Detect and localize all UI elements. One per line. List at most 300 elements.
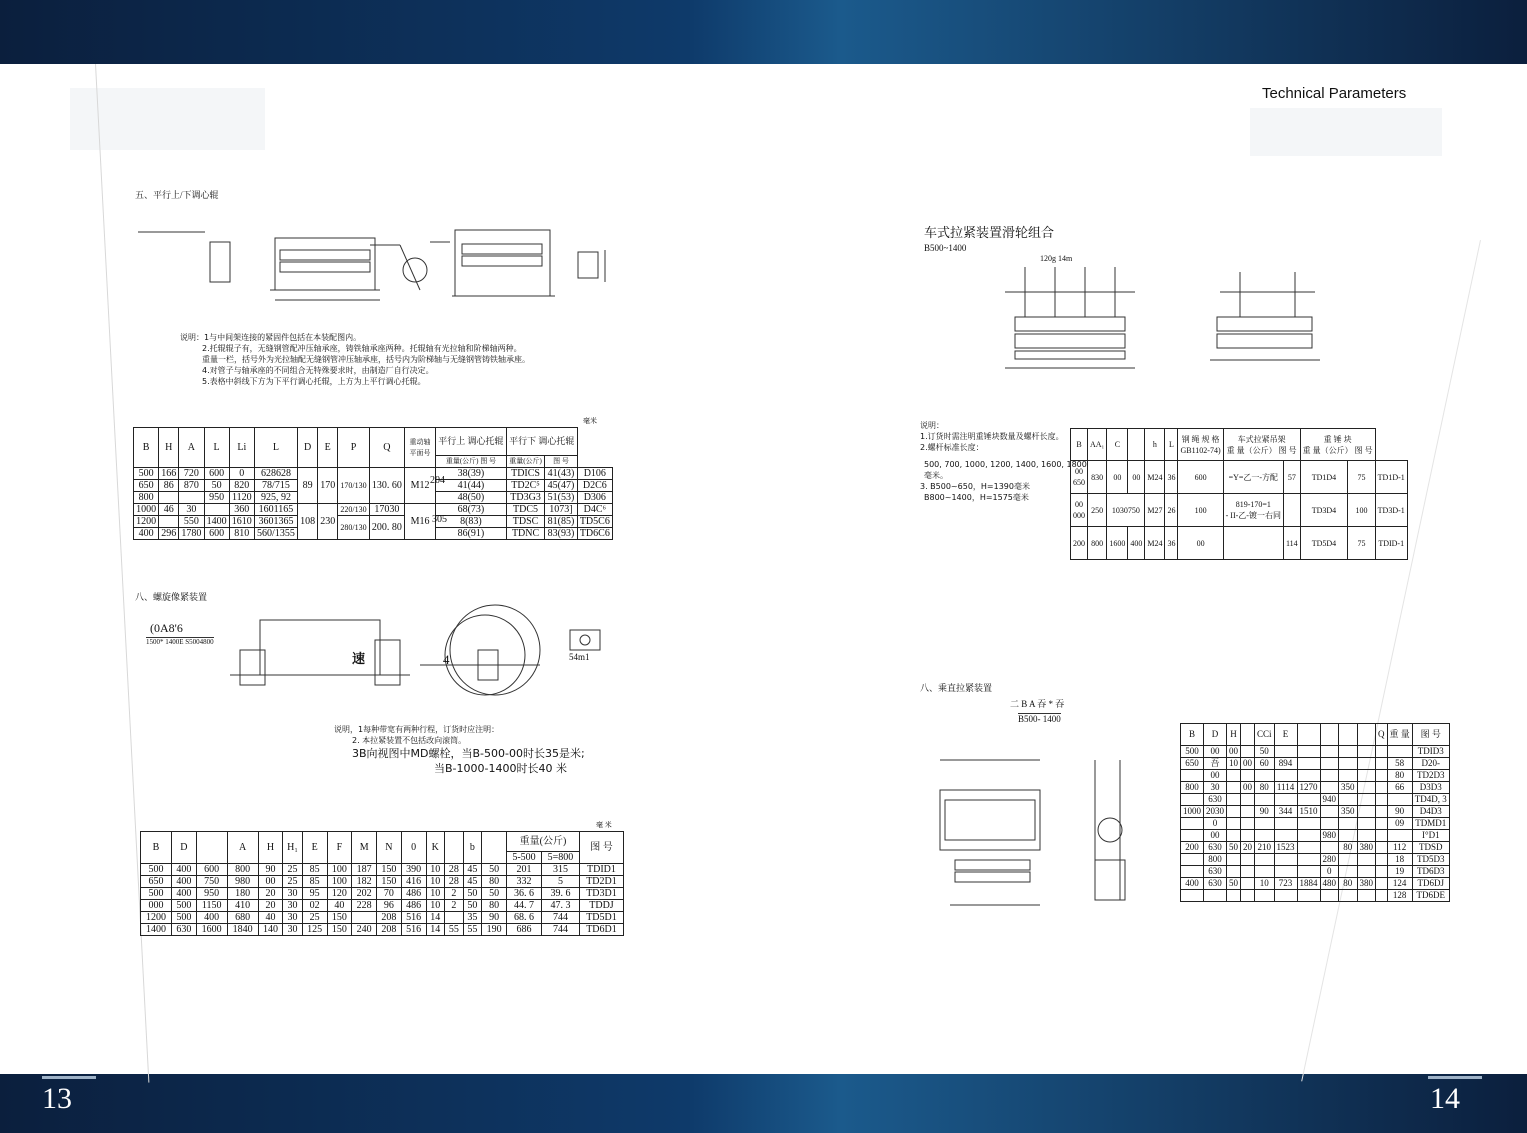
right-table1: [1070, 428, 1408, 560]
cell: 96: [377, 900, 402, 912]
table-row: [1181, 890, 1450, 902]
th: B: [141, 832, 172, 864]
cell: [1320, 890, 1339, 902]
note-line: 2.托辊辊子有，无缝钢管配冲压轴承座，铸铁轴承座两种。托辊轴有光拉轴和阶梯轴两种。: [202, 344, 522, 353]
cell: [1255, 818, 1275, 830]
cell: [1297, 758, 1320, 770]
cell: 20: [258, 888, 283, 900]
cell: 10: [426, 876, 445, 888]
th-text: C: [1257, 729, 1264, 739]
th: [1320, 724, 1339, 746]
cell: [1339, 758, 1358, 770]
cell: TD6DJ: [1412, 878, 1449, 890]
cell: 208: [377, 912, 402, 924]
cell: 680: [227, 912, 258, 924]
th: [436, 428, 507, 456]
cell: TD5D4: [1300, 527, 1348, 560]
cell: 90: [1387, 806, 1412, 818]
cell: 00: [1178, 527, 1223, 560]
th-text: GB1102-74): [1180, 445, 1221, 455]
cell: 30: [283, 900, 302, 912]
cell-text: 650: [1073, 478, 1085, 487]
cell: [1357, 758, 1376, 770]
cell: 0: [229, 468, 254, 480]
drawing-mark: 速: [352, 651, 366, 666]
cell: [1181, 794, 1204, 806]
cell: 10: [426, 864, 445, 876]
cell: [1376, 866, 1388, 878]
cell: 68(73): [436, 504, 507, 516]
cell: 80: [1339, 878, 1358, 890]
cell: 100: [1348, 494, 1375, 527]
cell: 870: [179, 480, 204, 492]
cell: TD6C6: [577, 528, 612, 540]
note-line: 毫米。: [924, 471, 948, 480]
cell: [338, 504, 369, 516]
left-table1: [133, 427, 613, 540]
cell: 00: [1241, 758, 1255, 770]
cell: 1200: [134, 516, 159, 528]
cell: 1840: [227, 924, 258, 936]
cell: [1339, 770, 1358, 782]
cell: 150: [377, 864, 402, 876]
cell: [1227, 770, 1241, 782]
cell: [1297, 830, 1320, 842]
right-section2-title: 八、乘直拉紧装置: [920, 683, 993, 693]
table-row: [1181, 854, 1450, 866]
note-line: 当B-1000-1400时长40 米: [434, 762, 567, 775]
cell: 486: [401, 888, 426, 900]
cell: [1241, 770, 1255, 782]
cell: [1357, 890, 1376, 902]
cell: 1000: [1181, 806, 1204, 818]
cell: 2030: [1204, 806, 1227, 818]
cell: 500: [171, 912, 196, 924]
cell: 128: [1387, 890, 1412, 902]
th: [1128, 429, 1145, 461]
cell: 200: [1181, 842, 1204, 854]
cell: 45: [463, 864, 482, 876]
cell: 0: [1320, 866, 1339, 878]
cell: 70: [377, 888, 402, 900]
th: [482, 832, 507, 864]
cell: [1376, 782, 1388, 794]
cell: [1181, 830, 1204, 842]
left-section2-notes: [334, 724, 585, 776]
section-header-title: Technical Parameters: [1262, 85, 1407, 102]
cell: D106: [577, 468, 612, 480]
cell: 360: [229, 504, 254, 516]
cell: 58: [1387, 758, 1412, 770]
cell: [1376, 842, 1388, 854]
cell: 1114: [1274, 782, 1297, 794]
cell: [1357, 770, 1376, 782]
cell: 50: [482, 864, 507, 876]
th: [1255, 724, 1275, 746]
cell: TD6D1: [579, 924, 623, 936]
cell: TD3D-1: [1375, 494, 1407, 527]
cell: 39. 6: [542, 888, 580, 900]
cell: [1274, 830, 1297, 842]
table-row: [1181, 866, 1450, 878]
cell: 600: [204, 528, 229, 540]
cell: 980: [1320, 830, 1339, 842]
cell: 10: [426, 900, 445, 912]
table-row: [141, 888, 624, 900]
cell: 170: [318, 468, 338, 504]
cell-text: 819-170=1: [1235, 500, 1271, 509]
left-table1-m-value: 204: [430, 475, 445, 486]
page-tick-left: [42, 1076, 96, 1079]
cell: 1510: [1297, 806, 1320, 818]
cell: TD2C⁵: [506, 480, 544, 492]
cell: M24: [1145, 461, 1165, 494]
bottom-banner: [0, 1074, 1527, 1133]
cell: [1071, 461, 1088, 494]
table-row: [1181, 830, 1450, 842]
cell: 41(43): [545, 468, 577, 480]
cell: 350: [1339, 782, 1358, 794]
cell: 400: [171, 876, 196, 888]
th: B: [1181, 724, 1204, 746]
cell: M12: [405, 468, 436, 504]
cell: 00: [1204, 746, 1227, 758]
th: [1088, 429, 1107, 461]
th: B: [1071, 429, 1088, 461]
cell: 36: [1165, 461, 1178, 494]
cell: 380: [1357, 842, 1376, 854]
left-screw-takeup-drawing: [230, 600, 610, 700]
left-table2: [140, 831, 624, 936]
cell: 3601365: [254, 516, 297, 528]
th: H: [1227, 724, 1241, 746]
cell: 124: [1387, 878, 1412, 890]
cell: 400: [196, 912, 227, 924]
cell: [1241, 746, 1255, 758]
th-text: 车式拉紧吊架: [1237, 434, 1286, 444]
cell: 50: [1255, 746, 1275, 758]
cell: 686: [506, 924, 541, 936]
th: [1357, 724, 1376, 746]
cell: [1320, 758, 1339, 770]
cell: [1241, 866, 1255, 878]
cell: [1274, 818, 1297, 830]
cell: [1255, 794, 1275, 806]
note-line: B800~1400，H=1575毫米: [924, 493, 1029, 502]
th: A: [179, 428, 204, 468]
cell: [1376, 746, 1388, 758]
cell: TD3D1: [579, 888, 623, 900]
cell: 000: [141, 900, 172, 912]
cell: 18: [1387, 854, 1412, 866]
cell: 250: [1088, 494, 1107, 527]
cell: 78/715: [254, 480, 297, 492]
cell: TD3G3: [506, 492, 544, 504]
cell: M27: [1145, 494, 1165, 527]
cell: 38(39): [436, 468, 507, 480]
cell: TDMD1: [1412, 818, 1449, 830]
table-row: [1181, 818, 1450, 830]
cell: [159, 516, 179, 528]
cell-text: 220/130: [340, 505, 367, 514]
cell: TDDJ: [579, 900, 623, 912]
th: L: [204, 428, 229, 468]
cell: 66: [1387, 782, 1412, 794]
drawing-mark: 4: [443, 652, 450, 667]
cell: 150: [327, 924, 352, 936]
cell: 100: [327, 876, 352, 888]
th-text: 平行上: [438, 436, 466, 446]
table-row: [1181, 842, 1450, 854]
th-text: 调心托辊: [538, 436, 575, 446]
cell: 202: [352, 888, 377, 900]
cell: 800: [1204, 854, 1227, 866]
cell: 125: [302, 924, 327, 936]
cell: 85: [302, 876, 327, 888]
cell: 230: [318, 504, 338, 540]
cell: 00: [1204, 830, 1227, 842]
th: 图 号: [545, 456, 577, 468]
th-text: A₁: [1095, 440, 1105, 449]
table-row: [1181, 878, 1450, 890]
cell: [1274, 866, 1297, 878]
table-row: [1071, 461, 1408, 494]
cell: 315: [542, 864, 580, 876]
cell: 吾: [1204, 758, 1227, 770]
left-section2-model-sub: 1500* 1400E S5004800: [146, 638, 214, 646]
cell: [1181, 890, 1204, 902]
cell: 1120: [229, 492, 254, 504]
cell: 80: [1255, 782, 1275, 794]
cell: 630: [1204, 842, 1227, 854]
cell: 35: [463, 912, 482, 924]
cell: [1357, 794, 1376, 806]
cell: TDSD: [1412, 842, 1449, 854]
cell: 600: [204, 468, 229, 480]
cell: [1387, 746, 1412, 758]
cell-text: 000: [1073, 511, 1085, 520]
cell: 166: [159, 468, 179, 480]
cell: 516: [401, 924, 426, 936]
cell: 51(53): [545, 492, 577, 504]
cell: 950: [196, 888, 227, 900]
cell: [1357, 746, 1376, 758]
th: [1297, 724, 1320, 746]
cell: [1376, 806, 1388, 818]
table-row: [141, 924, 624, 936]
cell: 200. 80: [369, 516, 404, 540]
th: b: [463, 832, 482, 864]
cell: 00: [1107, 461, 1128, 494]
cell: 950: [204, 492, 229, 504]
cell: 114: [1283, 527, 1300, 560]
th: C: [1107, 429, 1128, 461]
table-row: [1071, 494, 1408, 527]
cell: 208: [377, 924, 402, 936]
th-text: 图 号: [480, 457, 496, 465]
cell: [1227, 806, 1241, 818]
page-tick-right: [1428, 1076, 1482, 1079]
cell: 400: [1181, 878, 1204, 890]
cell: [1376, 794, 1388, 806]
cell: [1376, 854, 1388, 866]
cell: 800: [1181, 782, 1204, 794]
cell: [352, 912, 377, 924]
cell: 112: [1387, 842, 1412, 854]
cell: 820: [229, 480, 254, 492]
cell: 744: [542, 912, 580, 924]
cell: 400: [171, 864, 196, 876]
cell: [1255, 854, 1275, 866]
cell: 50: [482, 888, 507, 900]
cell: [1357, 818, 1376, 830]
th: 0: [401, 832, 426, 864]
th-text: A: [1090, 440, 1096, 449]
right-pulley-group-drawing: [995, 262, 1375, 377]
table-row: [1181, 806, 1450, 818]
cell: 410: [227, 900, 258, 912]
cell: =Y=乙一-方配: [1223, 461, 1283, 494]
cell: 296: [159, 528, 179, 540]
cell: [1339, 746, 1358, 758]
th: 重动轴平面号: [405, 428, 436, 468]
right-section2-sub2: B500- 1400: [1018, 714, 1061, 724]
cell: [1283, 494, 1300, 527]
cell: 09: [1387, 818, 1412, 830]
cell: 55: [445, 924, 464, 936]
cell: 2: [445, 900, 464, 912]
cell: 200: [1071, 527, 1088, 560]
cell: 90: [1255, 806, 1275, 818]
cell: 1884: [1297, 878, 1320, 890]
cell: 50: [204, 480, 229, 492]
cell: 36. 6: [506, 888, 541, 900]
cell: I°D1: [1412, 830, 1449, 842]
table-row: [1181, 770, 1450, 782]
cell: 925, 92: [254, 492, 297, 504]
cell: 750: [196, 876, 227, 888]
cell: 830: [1088, 461, 1107, 494]
th: D: [298, 428, 318, 468]
cell: 41(44): [436, 480, 507, 492]
cell: D306: [577, 492, 612, 504]
cell: 723: [1274, 878, 1297, 890]
cell: 86: [159, 480, 179, 492]
cell: [1274, 890, 1297, 902]
right-section1-notes: [920, 420, 1087, 503]
cell: 80: [1339, 842, 1358, 854]
cell: 390: [401, 864, 426, 876]
cell: 30: [283, 924, 302, 936]
cell: [1241, 830, 1255, 842]
cell: 500: [1181, 746, 1204, 758]
th-text: 重 锤 块: [1323, 434, 1352, 444]
cell: 68. 6: [506, 912, 541, 924]
cell: 57: [1283, 461, 1300, 494]
cell: 55: [463, 924, 482, 936]
cell: 50: [463, 888, 482, 900]
note-line: 2. 本拉紧装置不包括改向滚筒。: [352, 736, 467, 745]
cell-text: 750: [1127, 505, 1140, 515]
ghost-header-right: [1250, 108, 1442, 156]
cell: 810: [229, 528, 254, 540]
cell: 45: [463, 876, 482, 888]
cell: 30: [283, 912, 302, 924]
cell: 628628: [254, 468, 297, 480]
th: [445, 832, 464, 864]
th: D: [1204, 724, 1227, 746]
table-row: [141, 912, 624, 924]
cell: 120: [327, 888, 352, 900]
cell: 400: [171, 888, 196, 900]
cell: [1181, 854, 1204, 866]
table-row: [141, 876, 624, 888]
cell: [1223, 527, 1283, 560]
cell: 75: [1348, 461, 1375, 494]
right-section1-subtitle: B500~1400: [924, 243, 967, 253]
cell: 20: [1241, 842, 1255, 854]
cell: 75: [1348, 527, 1375, 560]
left-table1-unit: 毫米: [583, 417, 597, 425]
cell: [1107, 494, 1145, 527]
note-line: 3. B500~650，H=1390毫米: [920, 482, 1030, 491]
cell: [1320, 806, 1339, 818]
cell: 80: [1387, 770, 1412, 782]
cell: [1320, 842, 1339, 854]
note-line: 1.订货时需注明重锤块数量及螺杆长度。: [920, 432, 1064, 441]
cell: TDID3: [1412, 746, 1449, 758]
cell: TD4D, 3: [1412, 794, 1449, 806]
cell: D4C⁶: [577, 504, 612, 516]
note-line: 4.对管子与轴承座的不同组合无特殊要求时，由制造厂自行决定。: [202, 366, 434, 375]
cell: 95: [302, 888, 327, 900]
cell: 150: [327, 912, 352, 924]
th-text: 图 号: [1354, 445, 1373, 455]
th: N: [377, 832, 402, 864]
cell: 190: [482, 924, 507, 936]
note-line: 说明：1与中间架连接的紧固件包括在本装配图内。: [180, 333, 362, 342]
cell: [1339, 830, 1358, 842]
th: H: [159, 428, 179, 468]
cell: [1297, 770, 1320, 782]
cell: 240: [352, 924, 377, 936]
cell: [204, 504, 229, 516]
cell: 600: [196, 864, 227, 876]
th: Q: [1376, 724, 1388, 746]
cell: 201: [506, 864, 541, 876]
cell: 1200: [141, 912, 172, 924]
left-section1-title: 五、平行上/下调心辊: [135, 190, 219, 200]
left-idler-drawing: [130, 200, 630, 330]
cell: 630: [1204, 878, 1227, 890]
cell: 500: [141, 864, 172, 876]
cell: [1339, 866, 1358, 878]
cell: 00: [258, 876, 283, 888]
cell: 800: [227, 864, 258, 876]
cell-text: 00: [1075, 500, 1083, 509]
right-table2: [1180, 723, 1450, 902]
cell: 83(93): [545, 528, 577, 540]
th: D: [171, 832, 196, 864]
cell-text: 00: [1075, 467, 1083, 476]
cell: 180: [227, 888, 258, 900]
cell: 650: [141, 876, 172, 888]
cell: [1274, 770, 1297, 782]
th: K: [426, 832, 445, 864]
cell: [1297, 842, 1320, 854]
left-section2-title: 八、螺旋像紧装置: [135, 592, 208, 602]
th: E: [302, 832, 327, 864]
